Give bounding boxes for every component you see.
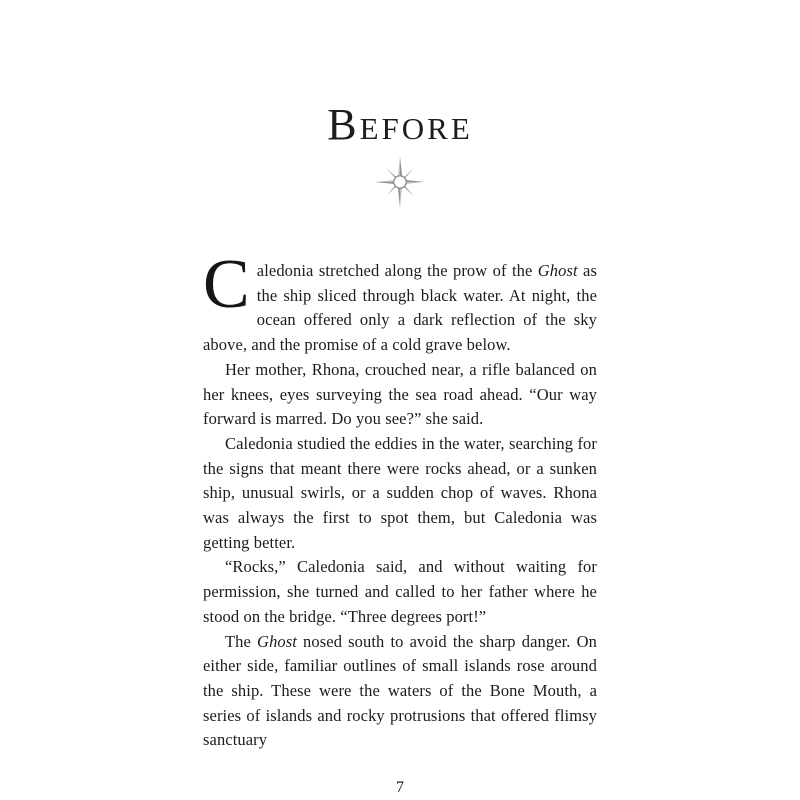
drop-cap: C xyxy=(203,246,250,323)
paragraph xyxy=(203,246,598,358)
ornament-container xyxy=(203,154,597,210)
chapter-title: Before xyxy=(327,100,473,149)
text-run: The xyxy=(225,631,258,651)
body-text xyxy=(203,246,598,753)
text-run: aledonia stretched along the prow of the xyxy=(256,261,538,280)
paragraph xyxy=(203,432,597,556)
paragraph xyxy=(203,555,597,629)
italic-text-run: Ghost xyxy=(537,261,578,280)
page-number: 7 xyxy=(396,779,404,797)
paragraph xyxy=(203,630,597,754)
text-run: nosed south to avoid the sharp danger. On either side, familiar outlines of small islands rose around the ship. These were the waters of the Bone Mouth, a series of islands and rocky protrusions that offered flimsy sanctuary xyxy=(203,631,597,750)
paragraph xyxy=(203,358,597,432)
text-run: Her mother, Rhona, crouched near, a rifle balanced on her knees, eyes surveying the sea road ahead. “Our way forward is marred. Do you see?” she said. xyxy=(203,359,597,429)
italic-text-run: Ghost xyxy=(257,631,297,651)
text-run: Caledonia studied the eddies in the water, searching for the signs that meant there were rocks ahead, or a sunken ship, unusual swirls, or a sudden chop of waves. Rhona was always the first to spot them, but Caledonia was getting better. xyxy=(203,433,597,552)
compass-star-icon xyxy=(373,154,427,210)
text-run: as the ship sliced through black water. At night, the ocean offered only a dark reflection of the sky above, and the promise of a cold grave below. xyxy=(203,261,598,355)
text-run: “Rocks,” Caledonia said, and without waiting for permission, she turned and called to her father where he stood on the bridge. “Three degrees port!” xyxy=(203,557,597,626)
book-page xyxy=(203,100,598,797)
